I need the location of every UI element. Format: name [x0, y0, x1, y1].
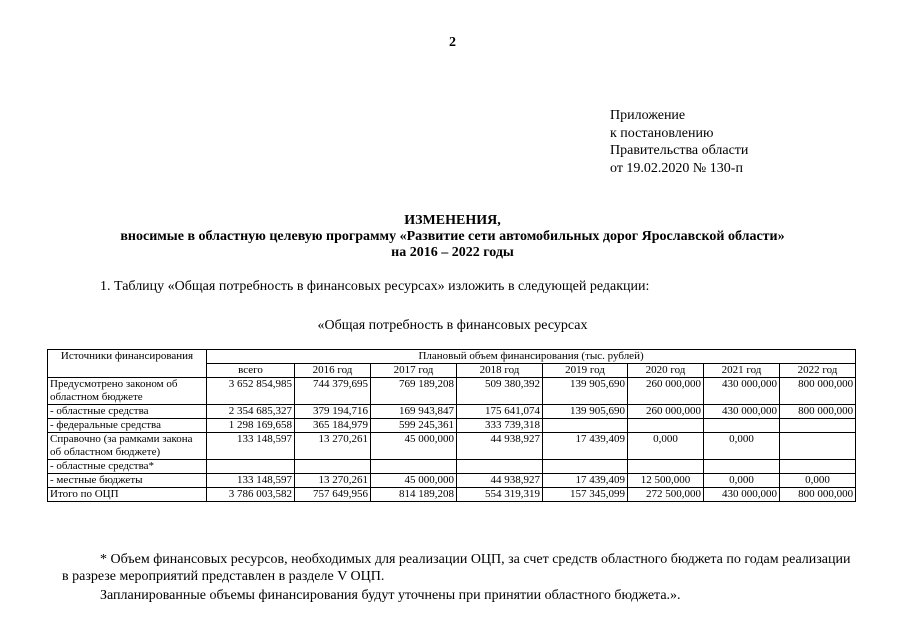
table-cell: 175 641,074	[457, 405, 543, 419]
table-cell: 17 439,409	[543, 433, 628, 460]
table-row	[48, 433, 856, 460]
table-cell: 3 786 003,582	[207, 488, 295, 502]
appendix-block	[610, 107, 748, 177]
table-cell: 0,000	[704, 474, 780, 488]
table-cell: 814 189,208	[371, 488, 457, 502]
table-cell: 3 652 854,985	[207, 378, 295, 405]
table-cell: 430 000,000	[704, 405, 780, 419]
table-cell: 45 000,000	[371, 433, 457, 460]
table-cell: 800 000,000	[780, 405, 856, 419]
table-row	[48, 460, 856, 474]
table-cell	[704, 460, 780, 474]
row-label: - областные средства	[48, 405, 207, 419]
table-cell: 379 194,716	[295, 405, 371, 419]
paragraph-1: 1. Таблицу «Общая потребность в финансовых ресурсах» изложить в следующей редакции:	[100, 279, 650, 294]
table-cell: 260 000,000	[628, 378, 704, 405]
financing-table	[47, 349, 856, 502]
table-cell: 365 184,979	[295, 419, 371, 433]
row-label: Итого по ОЦП	[48, 488, 207, 502]
table-cell: 45 000,000	[371, 474, 457, 488]
table-cell: 157 345,099	[543, 488, 628, 502]
table-cell: 769 189,208	[371, 378, 457, 405]
table-cell: 13 270,261	[295, 433, 371, 460]
table-cell: 169 943,847	[371, 405, 457, 419]
header-source: Источники финансирования	[48, 350, 207, 378]
table-row	[48, 378, 856, 405]
table-row	[48, 488, 856, 502]
column-header: 2019 год	[543, 364, 628, 378]
table-cell: 17 439,409	[543, 474, 628, 488]
header-plan: Плановый объем финансирования (тыс. рублей)	[207, 350, 856, 364]
row-label: - местные бюджеты	[48, 474, 207, 488]
table-cell: 12 500,000	[628, 474, 704, 488]
table-cell: 13 270,261	[295, 474, 371, 488]
appendix-line: Правительства области	[610, 143, 749, 158]
table-cell: 133 148,597	[207, 474, 295, 488]
column-header: 2020 год	[628, 364, 704, 378]
table-cell: 509 380,392	[457, 378, 543, 405]
document-title	[0, 213, 905, 261]
table-cell	[543, 460, 628, 474]
appendix-line: Приложение	[610, 108, 686, 123]
table-cell	[780, 419, 856, 433]
table-cell: 0,000	[628, 433, 704, 460]
table-cell	[704, 419, 780, 433]
table-cell	[371, 460, 457, 474]
table-cell: 44 938,927	[457, 474, 543, 488]
table-cell: 139 905,690	[543, 405, 628, 419]
table-cell: 800 000,000	[780, 378, 856, 405]
title-line: ИЗМЕНЕНИЯ,	[404, 213, 501, 228]
column-header: 2018 год	[457, 364, 543, 378]
table-cell: 44 938,927	[457, 433, 543, 460]
table-cell: 2 354 685,327	[207, 405, 295, 419]
table-cell	[628, 460, 704, 474]
column-header: 2017 год	[371, 364, 457, 378]
table-cell	[780, 433, 856, 460]
title-line: вносимые в областную целевую программу «Развитие сети автомобильных дорог Ярославской области»	[120, 229, 785, 244]
appendix-line: от 19.02.2020 № 130-п	[610, 160, 743, 176]
row-label: - областные средства*	[48, 460, 207, 474]
table-row	[48, 419, 856, 433]
table-cell: 744 379,695	[295, 378, 371, 405]
row-label: Справочно (за рамками закона об областном бюджете)	[48, 433, 207, 460]
table-cell: 1 298 169,658	[207, 419, 295, 433]
table-cell	[628, 419, 704, 433]
column-header: всего	[207, 364, 295, 378]
title-line: на 2016 – 2022 годы	[391, 245, 514, 260]
column-header: 2022 год	[780, 364, 856, 378]
table-cell: 757 649,956	[295, 488, 371, 502]
row-label: - федеральные средства	[48, 419, 207, 433]
row-label: Предусмотрено законом об областном бюджете	[48, 378, 207, 405]
table-cell: 599 245,361	[371, 419, 457, 433]
footnote-line: Запланированные объемы финансирования будут уточнены при принятии областного бюджета.».	[100, 588, 681, 603]
page-number: 2	[449, 35, 456, 50]
table-row	[48, 405, 856, 419]
appendix-line: к постановлению	[610, 125, 714, 141]
table-cell	[457, 460, 543, 474]
table-cell	[207, 460, 295, 474]
table-cell: 333 739,318	[457, 419, 543, 433]
table-cell	[295, 460, 371, 474]
table-cell: 0,000	[704, 433, 780, 460]
column-header: 2016 год	[295, 364, 371, 378]
footnote	[62, 551, 852, 604]
table-cell	[780, 460, 856, 474]
table-row	[48, 474, 856, 488]
table-cell: 133 148,597	[207, 433, 295, 460]
table-cell: 139 905,690	[543, 378, 628, 405]
column-header: 2021 год	[704, 364, 780, 378]
table-body	[48, 378, 856, 502]
footnote-line: * Объем финансовых ресурсов, необходимых для реализации ОЦП, за счет средств областного бюджета по годам реализации в разрезе мероприятий представлен в разделе V ОЦП.	[62, 552, 851, 584]
table-cell: 430 000,000	[704, 488, 780, 502]
table-cell: 272 500,000	[628, 488, 704, 502]
table-caption: «Общая потребность в финансовых ресурсах	[317, 318, 588, 333]
table-cell	[543, 419, 628, 433]
table-cell: 260 000,000	[628, 405, 704, 419]
table-cell: 430 000,000	[704, 378, 780, 405]
table-cell: 0,000	[780, 474, 856, 488]
table-cell: 554 319,319	[457, 488, 543, 502]
table-cell: 800 000,000	[780, 488, 856, 502]
